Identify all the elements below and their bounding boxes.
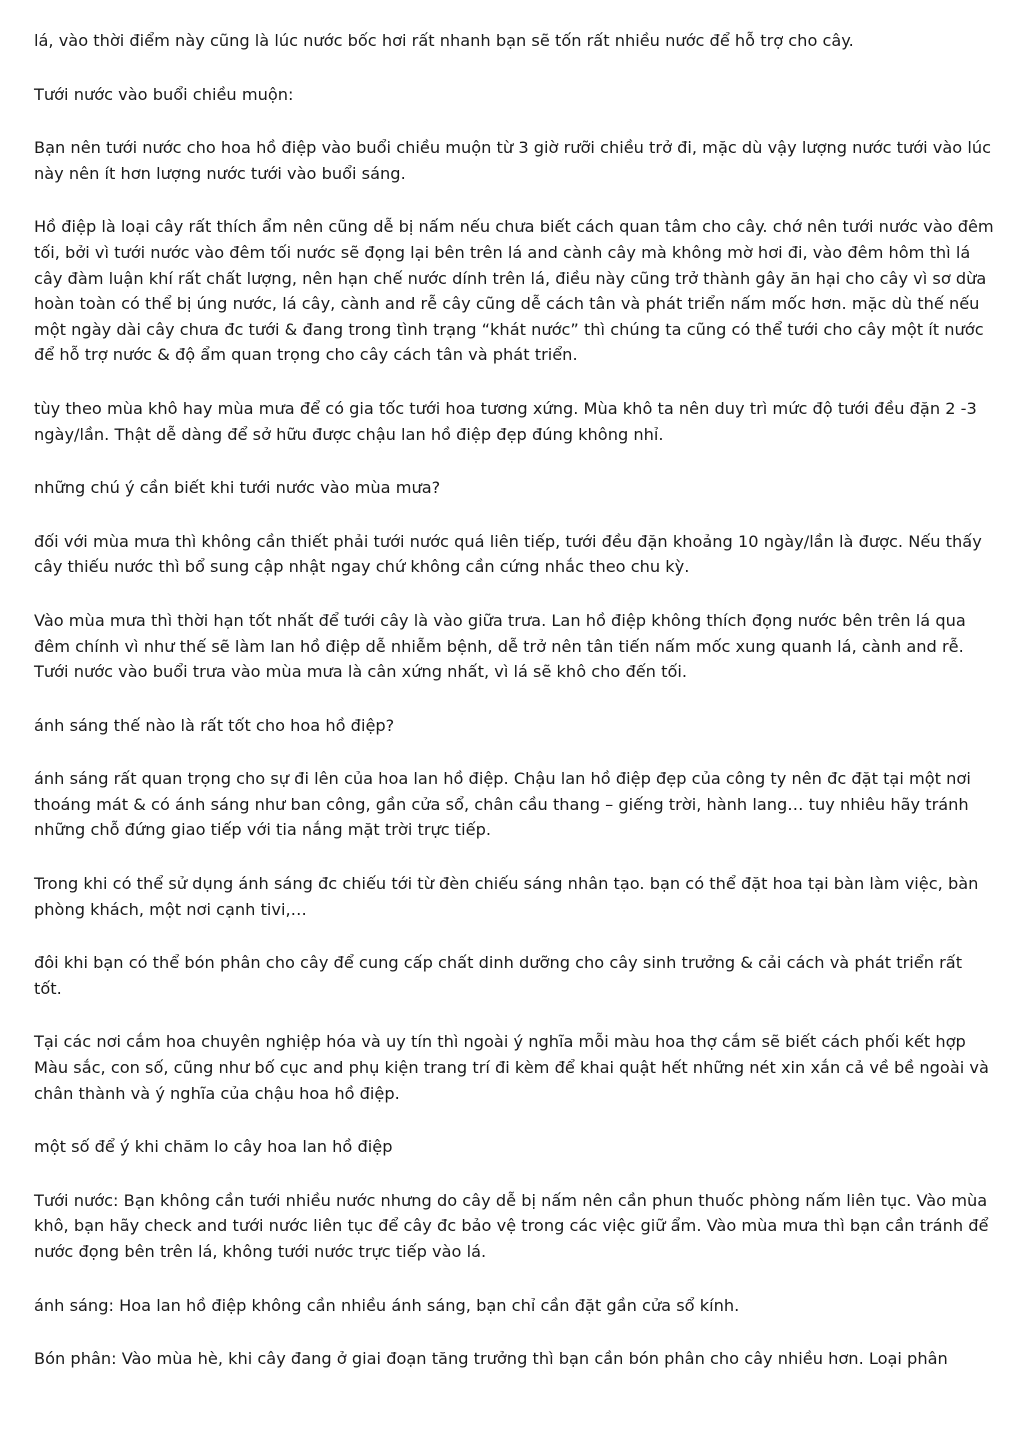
paragraph-night-watering: Hồ điệp là loại cây rất thích ẩm nên cũng dễ bị nấm nếu chưa biết cách quan tâm cho cây. chớ nên tưới nước vào đêm tối, bởi vì tưới nước vào đêm tối nước sẽ đọng lại bên trên lá and cành cây mà không mờ hơi đi, vào đêm hôm thì lá cây đàm luận khí rất chất lượng, nên hạn chế nước dính trên lá, điều này cũng trở thành gây ăn hại cho cây vì sơ dừa hoàn toàn có thể bị úng nước, lá cây, cành and rễ cây cũng dễ cách tân và phát triển nấm mốc hơn. mặc dù thế nếu một ngày dài cây chưa đc tưới & đang trong tình trạng “khát nước” thì chúng ta cũng có thể tưới cho cây một ít nước để hỗ trợ nước & độ ẩm quan trọng cho cây cách tân và phát triển. (34, 217, 994, 365)
heading-rainy-season: những chú ý cần biết khi tưới nước vào mùa mưa? (34, 478, 441, 498)
document-page (34, 28, 994, 1400)
paragraph-flower-arranging: Tại các nơi cắm hoa chuyên nghiệp hóa và uy tín thì ngoài ý nghĩa mỗi màu hoa thợ cắm sẽ biết cách phối kết hợp Màu sắc, con số, cũng như bố cục and phụ kiện trang trí đi kèm để khai quật hết những nét xin xắn cả về bề ngoài và chân thành và ý nghĩa của chậu hoa hồ điệp. (34, 1032, 989, 1103)
paragraph-watering-note: Tưới nước: Bạn không cần tưới nhiều nước nhưng do cây dễ bị nấm nên cần phun thuốc phòng nấm liên tục. Vào mùa khô, bạn hãy check and tưới nước liên tục để cây đc bảo vệ trong các việc giữ ẩm. Vào mùa mưa thì bạn cần tránh để nước đọng bên trên lá, không tưới nước trực tiếp vào lá. (34, 1190, 989, 1261)
paragraph-late-afternoon: Bạn nên tưới nước cho hoa hồ điệp vào buổi chiều muộn từ 3 giờ rưỡi chiều trở đi, mặc dù vậy lượng nước tưới vào lúc này nên ít hơn lượng nước tưới vào buổi sáng. (34, 138, 991, 183)
paragraph-light-placement: ánh sáng rất quan trọng cho sự đi lên của hoa lan hồ điệp. Chậu lan hồ điệp đẹp của công ty nên đc đặt tại một nơi thoáng mát & có ánh sáng như ban công, gần cửa sổ, chân cầu thang – giếng trời, hành lang… tuy nhiêu hãy tránh những chỗ đứng giao tiếp với tia nắng mặt trời trực tiếp. (34, 769, 971, 840)
paragraph-rainy-season-frequency: đối với mùa mưa thì không cần thiết phải tưới nước quá liên tiếp, tưới đều đặn khoảng 10 ngày/lần là được. Nếu thấy cây thiếu nước thì bổ sung cập nhật ngay chứ không cần cứng nhắc theo chu kỳ. (34, 531, 982, 577)
paragraph-seasonal-frequency: tùy theo mùa khô hay mùa mưa để có gia tốc tưới hoa tương xứng. Mùa khô ta nên duy trì mức độ tưới đều đặn 2 -3 ngày/lần. Thật dễ dàng để sở hữu được chậu lan hồ điệp đẹp đúng không nhỉ. (34, 398, 977, 444)
paragraph-rainy-season-noon: Vào mùa mưa thì thời hạn tốt nhất để tưới cây là vào giữa trưa. Lan hồ điệp không thích đọng nước bên trên lá qua đêm chính vì như thế sẽ làm lan hồ điệp dễ nhiễm bệnh, dễ trở nên tân tiến nấm mốc xung quanh lá, cành and rễ. Tưới nước vào buổi trưa vào mùa mưa là cân xứng nhất, vì lá sẽ khô cho đến tối. (34, 610, 966, 682)
paragraph-continuation: lá, vào thời điểm này cũng là lúc nước bốc hơi rất nhanh bạn sẽ tốn rất nhiều nước để hỗ trợ cho cây. (34, 31, 854, 50)
heading-light: ánh sáng thế nào là rất tốt cho hoa hồ điệp? (34, 715, 395, 735)
heading-late-afternoon-watering: Tưới nước vào buổi chiều muộn: (34, 84, 294, 104)
paragraph-fertilizing: đôi khi bạn có thể bón phân cho cây để cung cấp chất dinh dưỡng cho cây sinh trưởng & cải cách và phát triển rất tốt. (34, 953, 963, 998)
paragraph-light-note: ánh sáng: Hoa lan hồ điệp không cần nhiều ánh sáng, bạn chỉ cần đặt gần cửa sổ kính. (34, 1295, 740, 1315)
paragraph-fertilizer-note: Bón phân: Vào mùa hè, khi cây đang ở giai đoạn tăng trưởng thì bạn cần bón phân cho cây nhiều hơn. Loại phân (34, 1349, 948, 1369)
paragraph-artificial-light: Trong khi có thể sử dụng ánh sáng đc chiếu tới từ đèn chiếu sáng nhân tạo. bạn có thể đặt hoa tại bàn làm việc, bàn phòng khách, một nơi cạnh tivi,… (34, 874, 979, 919)
heading-care-notes: một số để ý khi chăm lo cây hoa lan hồ điệp (34, 1137, 393, 1157)
